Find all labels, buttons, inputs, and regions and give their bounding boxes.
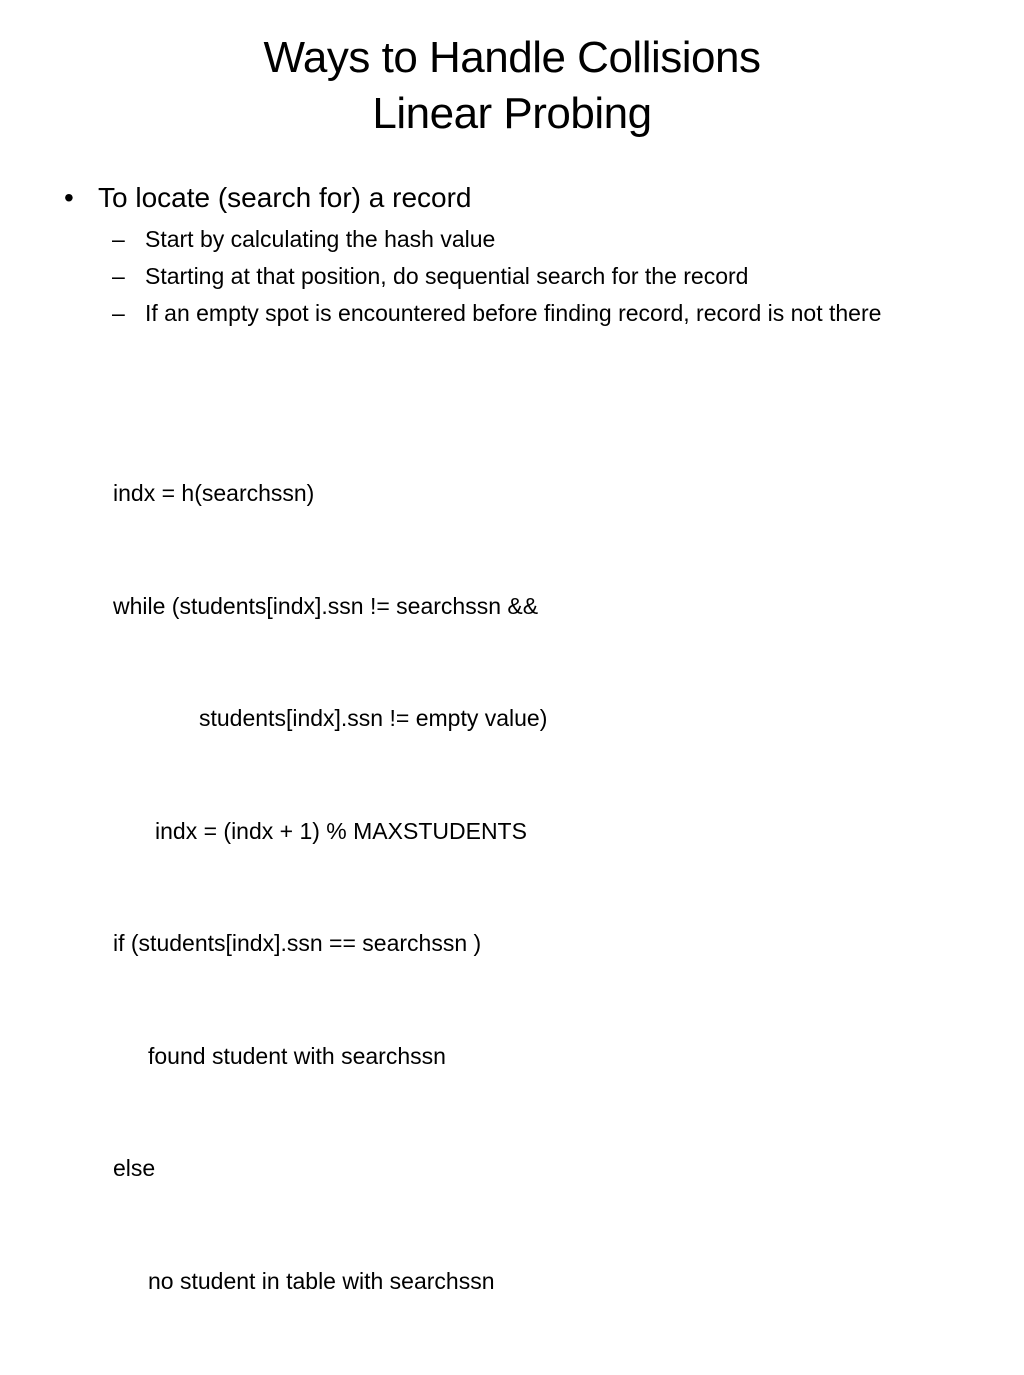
code-line: indx = h(searchssn) xyxy=(113,480,315,506)
title-line-2: Linear Probing xyxy=(372,89,652,138)
sub-bullet-text: Starting at that position, do sequential search for the record xyxy=(145,263,749,289)
bullet-icon: • xyxy=(64,182,74,213)
main-bullet xyxy=(64,180,472,216)
sub-bullet-item xyxy=(112,224,972,254)
dash-icon: – xyxy=(112,300,125,326)
code-line: students[indx].ssn != empty value) xyxy=(199,705,548,731)
code-line: found student with searchssn xyxy=(148,1042,446,1069)
sub-bullet-list xyxy=(112,224,972,335)
slide-title xyxy=(0,30,1024,142)
sub-bullet-text: Start by calculating the hash value xyxy=(145,226,496,252)
code-line: while (students[indx].ssn != searchssn && xyxy=(113,592,539,619)
main-bullet-text: To locate (search for) a record xyxy=(98,182,472,213)
pseudocode-block xyxy=(113,400,547,1375)
sub-bullet-item xyxy=(112,261,972,291)
dash-icon: – xyxy=(112,226,125,252)
title-line-1: Ways to Handle Collisions xyxy=(263,33,761,82)
code-line: if (students[indx].ssn == searchssn ) xyxy=(113,930,482,956)
code-line: indx = (indx + 1) % MAXSTUDENTS xyxy=(155,817,527,844)
sub-bullet-item xyxy=(112,298,972,328)
code-line: no student in table with searchssn xyxy=(148,1267,495,1294)
code-line: else xyxy=(113,1155,156,1181)
dash-icon: – xyxy=(112,263,125,289)
sub-bullet-text: If an empty spot is encountered before finding record, record is not there xyxy=(145,300,882,326)
